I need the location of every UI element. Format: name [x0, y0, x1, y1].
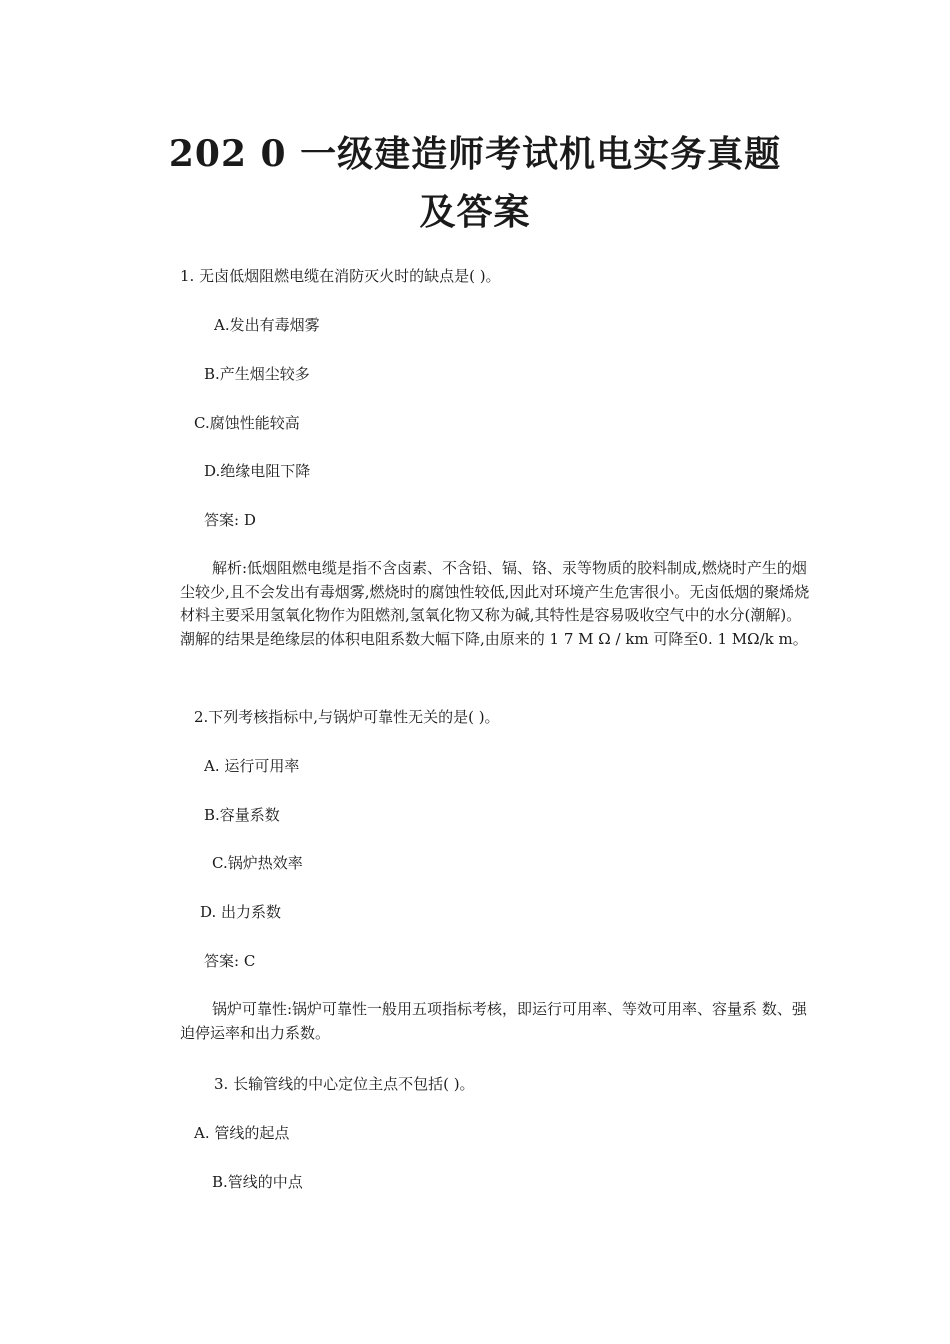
- question-2-answer: 答案: C: [204, 952, 256, 970]
- page-title-line-2: 及答案: [419, 191, 531, 233]
- question-2-option-b: B.容量系数: [204, 806, 280, 824]
- question-1-analysis: [180, 557, 810, 651]
- question-3-option-a: A. 管线的起点: [194, 1124, 290, 1142]
- question-2-option-d: D. 出力系数: [200, 903, 282, 921]
- question-2-analysis-text: 锅炉可靠性:锅炉可靠性一般用五项指标考核，即运行可用率、等效可用率、容量系 数、强迫停运率和出力系数。: [180, 1000, 807, 1042]
- question-1-option-a: A.发出有毒烟雾: [214, 316, 320, 334]
- question-2-text: 2.下列考核指标中,与锅炉可靠性无关的是( )。: [194, 708, 500, 726]
- question-1-answer: 答案: D: [204, 511, 256, 529]
- question-2-analysis: [180, 998, 810, 1045]
- question-1-text: 1. 无卤低烟阻燃电缆在消防灭火时的缺点是( )。: [180, 267, 501, 285]
- page-title-line-1: 202 0 一级建造师考试机电实务真题: [168, 133, 782, 175]
- question-1-analysis-text: 解析:低烟阻燃电缆是指不含卤素、不含铅、镉、铬、汞等物质的胶料制成,燃烧时产生的烟尘较少,且不会发出有毒烟雾,燃烧时的腐蚀性较低,因此对环境产生危害很小。无卤低烟的聚烯烧材料主要采用氢氧化物作为阻燃剂,氢氧化物又称为碱,其特性是容易吸收空气中的水分(潮解)。潮解的结果是绝缘层的体积电阻系数大幅下降,由原来的 1 7 M Ω / km 可降至0. 1 MΩ/k m。: [180, 559, 810, 648]
- question-1-option-c: C.腐蚀性能较高: [194, 414, 300, 432]
- question-1-option-d: D.绝缘电阻下降: [204, 462, 311, 480]
- question-3-option-b: B.管线的中点: [212, 1173, 303, 1191]
- question-1-option-b: B.产生烟尘较多: [204, 365, 310, 383]
- question-2-option-a: A. 运行可用率: [204, 757, 300, 775]
- question-2-option-c: C.锅炉热效率: [212, 854, 303, 872]
- question-3-text: 3. 长输管线的中心定位主点不包括( )。: [214, 1075, 475, 1093]
